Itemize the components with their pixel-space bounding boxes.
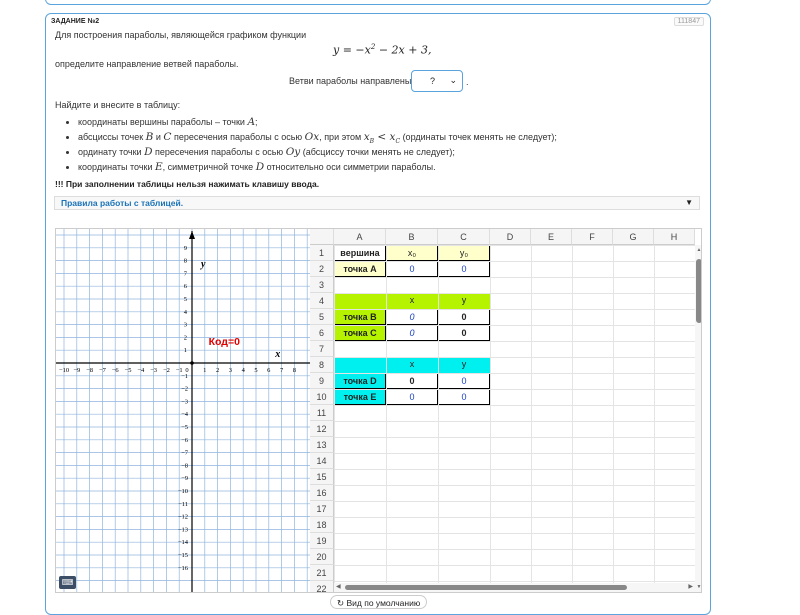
row-header[interactable]: 18 — [310, 517, 334, 533]
warning-text: !!! При заполнении таблицы нельзя нажимать клавишу ввода. — [55, 179, 320, 189]
y-tick-label: 7 — [183, 270, 187, 278]
previous-task-card — [45, 0, 711, 5]
cell-point-a-x[interactable]: 0 — [386, 261, 438, 277]
x-tick-label: 4 — [241, 367, 245, 374]
y-tick-label: 8 — [183, 257, 187, 265]
cell-point-e-y[interactable]: 0 — [438, 389, 490, 405]
refresh-icon: ↻ — [337, 598, 347, 608]
code-label: Код=0 — [208, 336, 240, 349]
scroll-up-icon[interactable]: ▲ — [696, 247, 702, 253]
y-tick-label: 1 — [183, 347, 187, 355]
select-value: ? — [430, 76, 436, 86]
y-tick-label: −8 — [181, 462, 188, 470]
row-header[interactable]: 14 — [310, 453, 334, 469]
grid-line — [334, 453, 695, 454]
grid-line — [572, 245, 573, 593]
x-tick-label: −1 — [175, 367, 183, 374]
y-tick-label: −2 — [181, 385, 188, 393]
sheet-corner[interactable] — [310, 229, 334, 245]
vertical-scrollbar[interactable] — [695, 245, 702, 592]
row-header[interactable]: 11 — [310, 405, 334, 421]
grid-line — [438, 245, 439, 593]
grid-line — [334, 533, 695, 534]
caret-down-icon: ▼ — [685, 198, 693, 207]
y-tick-label: 3 — [183, 321, 187, 329]
column-header[interactable]: G — [613, 229, 654, 245]
list-item: • абсциссы точек B и C пересечения параболы с осью Ox, при этом $x_B < x_C$ (ординаты точек менять не следует); — [78, 130, 557, 145]
x-tick-label: −5 — [124, 367, 132, 374]
y-tick-label: 5 — [183, 296, 187, 303]
x-tick-label: 8 — [292, 367, 297, 374]
row-header[interactable]: 16 — [310, 485, 334, 501]
cell-header-x0[interactable]: x₀ — [386, 245, 438, 261]
grid-line — [334, 405, 695, 406]
row-header[interactable]: 22 — [310, 581, 334, 593]
row-header[interactable]: 5 — [310, 309, 334, 325]
column-header[interactable]: C — [438, 229, 490, 245]
branches-label: Ветви параболы направлены — [289, 76, 412, 86]
horizontal-scrollbar[interactable] — [334, 583, 695, 592]
x-tick-label: −8 — [86, 367, 94, 374]
rules-dropdown[interactable] — [54, 196, 700, 210]
period: . — [466, 77, 469, 87]
grid-line — [334, 565, 695, 566]
find-label: Найдите и внесите в таблицу: — [55, 100, 181, 110]
row-header[interactable]: 10 — [310, 389, 334, 405]
cell-lime-header[interactable] — [334, 293, 386, 309]
column-header[interactable]: F — [572, 229, 613, 245]
grid-line — [334, 389, 695, 390]
graph-panel[interactable] — [56, 229, 310, 592]
cell-header-x[interactable]: x — [386, 293, 438, 309]
grid-line — [334, 485, 695, 486]
grid-line — [334, 549, 695, 550]
row-header[interactable]: 9 — [310, 373, 334, 389]
y-tick-label: −5 — [181, 424, 188, 431]
cell-point-b-y[interactable]: 0 — [438, 309, 490, 325]
scrollbar-thumb[interactable] — [696, 259, 702, 323]
row-header[interactable]: 17 — [310, 501, 334, 517]
x-tick-label: −2 — [162, 367, 170, 374]
y-tick-label: −9 — [181, 475, 188, 483]
y-tick-label: 9 — [183, 244, 187, 252]
task-card — [45, 13, 711, 615]
intro-text: Для построения параболы, являющейся графиком функции — [55, 30, 307, 40]
row-header[interactable]: 8 — [310, 357, 334, 373]
row-header[interactable]: 2 — [310, 261, 334, 277]
cell-point-a-label[interactable]: точка A — [334, 261, 386, 277]
x-tick-label: 1 — [203, 367, 207, 374]
x-tick-label: 2 — [215, 367, 220, 374]
x-tick-label: −4 — [137, 367, 145, 374]
instruction-list — [51, 115, 557, 175]
x-tick-label: −6 — [111, 367, 119, 374]
cell-point-e-label[interactable]: точка E — [334, 389, 386, 405]
grid-line — [334, 341, 695, 342]
y-tick-label: −15 — [177, 552, 188, 559]
grid-line — [386, 245, 387, 593]
grid-line — [334, 581, 695, 582]
y-tick-label: −1 — [181, 372, 188, 380]
origin-point — [190, 361, 194, 365]
row-header[interactable]: 1 — [310, 245, 334, 261]
cell-point-c-label[interactable]: точка C — [334, 325, 386, 341]
cell-header-y[interactable]: y — [438, 293, 490, 309]
row-header[interactable]: 7 — [310, 341, 334, 357]
x-tick-label: −9 — [73, 367, 81, 374]
grid-line — [334, 437, 695, 438]
y-tick-label: −14 — [177, 539, 188, 547]
y-tick-label: −7 — [181, 449, 188, 457]
grid-line — [334, 421, 695, 422]
grid-line — [334, 501, 695, 502]
row-header[interactable]: 21 — [310, 565, 334, 581]
grid-line — [334, 325, 695, 326]
function-formula: $y = -x^2 - 2x + 3$, — [333, 43, 432, 57]
branches-direction-select[interactable] — [411, 70, 463, 92]
grid-line — [334, 309, 695, 310]
cell-point-c-y[interactable]: 0 — [438, 325, 490, 341]
cell-header-vertex[interactable]: вершина — [334, 245, 386, 261]
grid-line — [334, 245, 695, 246]
cell-point-a-y[interactable]: 0 — [438, 261, 490, 277]
origin-label: 0 — [185, 367, 189, 374]
y-tick-label: 6 — [183, 283, 187, 291]
y-tick-label: 2 — [183, 334, 187, 342]
grid-line — [334, 277, 695, 278]
cell-point-d-label[interactable]: точка D — [334, 373, 386, 389]
cell-header-x[interactable]: x — [386, 357, 438, 373]
y-tick-label: −4 — [181, 411, 188, 419]
y-axis-label: y — [201, 259, 206, 270]
row-header[interactable]: 3 — [310, 277, 334, 293]
row-header[interactable]: 4 — [310, 293, 334, 309]
cell-header-y[interactable]: y — [438, 357, 490, 373]
column-header[interactable]: E — [531, 229, 572, 245]
cell-point-b-x[interactable]: 0 — [386, 309, 438, 325]
y-tick-label: −16 — [177, 564, 188, 572]
x-tick-label: 6 — [267, 367, 271, 374]
cell-header-y0[interactable]: y₀ — [438, 245, 490, 261]
grid-line — [334, 261, 695, 262]
reset-view-button[interactable]: ↻ Вид по умолчанию — [330, 595, 427, 609]
grid-line — [334, 517, 695, 518]
x-axis-label: x — [275, 349, 281, 360]
grid-line — [613, 245, 614, 593]
scroll-down-icon[interactable]: ▼ — [696, 584, 702, 590]
list-item: • координаты точки E, симметричной точке D относительно оси симметрии параболы. — [78, 160, 557, 175]
x-tick-label: −3 — [150, 367, 158, 374]
chevron-down-icon: ⌄ — [449, 75, 457, 85]
y-tick-label: −13 — [177, 526, 188, 534]
row-header[interactable]: 20 — [310, 549, 334, 565]
y-tick-label: −12 — [177, 513, 188, 521]
row-header[interactable]: 19 — [310, 533, 334, 549]
column-header[interactable]: D — [490, 229, 531, 245]
x-tick-label: 5 — [254, 367, 258, 374]
grid-line — [334, 469, 695, 470]
y-tick-label: −6 — [181, 436, 188, 444]
cell-point-d-y[interactable]: 0 — [438, 373, 490, 389]
y-tick-label: −10 — [177, 488, 188, 495]
rules-label: Правила работы с таблицей. — [61, 198, 184, 208]
cell-point-d-x[interactable]: 0 — [386, 373, 438, 389]
x-tick-label: 7 — [279, 367, 284, 374]
cell-point-e-x[interactable]: 0 — [386, 389, 438, 405]
row-header[interactable]: 12 — [310, 421, 334, 437]
y-tick-label: −3 — [181, 398, 188, 406]
cell-cyan-header[interactable] — [334, 357, 386, 373]
y-tick-label: 4 — [183, 308, 187, 316]
column-header[interactable]: A — [334, 229, 386, 245]
grid-line — [334, 373, 695, 374]
row-header[interactable]: 15 — [310, 469, 334, 485]
list-item: • координаты вершины параболы – точки A; — [78, 115, 557, 130]
keyboard-icon[interactable]: ⌨ — [59, 576, 76, 589]
grid-line — [334, 357, 695, 358]
grid-line — [334, 293, 695, 294]
cell-point-b-label[interactable]: точка B — [334, 309, 386, 325]
grid-line — [490, 245, 491, 593]
column-header[interactable]: B — [386, 229, 438, 245]
grid-line — [531, 245, 532, 593]
scroll-right-icon[interactable]: ▶ — [688, 584, 693, 590]
y-tick-label: −11 — [178, 500, 188, 508]
row-header[interactable]: 13 — [310, 437, 334, 453]
task-number: ЗАДАНИЕ №2 — [51, 18, 100, 25]
x-tick-label: −10 — [58, 367, 70, 374]
row-header[interactable]: 6 — [310, 325, 334, 341]
column-header[interactable]: H — [654, 229, 695, 245]
direction-prompt: определите направление ветвей параболы. — [55, 59, 239, 69]
workspace — [55, 228, 702, 593]
grid-line — [654, 245, 655, 593]
scrollbar-thumb[interactable] — [345, 585, 627, 590]
grid-line — [334, 245, 335, 593]
list-item: • ординату точки D пересечения параболы с осью Oy (абсциссу точки менять не следует); — [78, 145, 557, 160]
x-tick-label: −7 — [98, 367, 106, 374]
task-id-badge: 111847 — [674, 17, 704, 26]
cell-point-c-x[interactable]: 0 — [386, 325, 438, 341]
scroll-left-icon[interactable]: ◀ — [336, 584, 341, 590]
spreadsheet — [310, 229, 702, 592]
x-tick-label: 3 — [228, 367, 233, 374]
